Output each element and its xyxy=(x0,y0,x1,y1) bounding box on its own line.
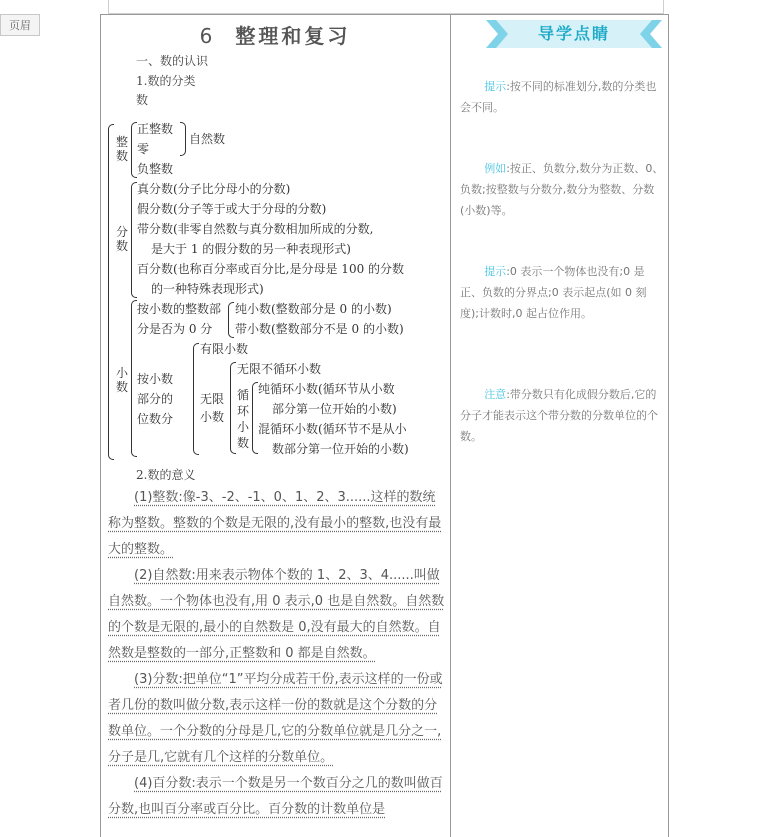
subsection-heading: 1.数的分类 xyxy=(136,74,196,88)
banner-title: 导学点睛 xyxy=(537,24,610,43)
digits-brace xyxy=(193,343,199,455)
integer-label: 整数 xyxy=(116,135,129,163)
mixed-repeating: 混循环小数(循环节不是从小 xyxy=(258,422,407,436)
int-part-brace xyxy=(228,302,234,338)
integer-item: 正整数 xyxy=(137,122,174,136)
page-guide xyxy=(108,0,664,14)
tip-text: :0 表示一个物体也没有;0 是正、负数的分界点;0 表示起点(如 0 刻度);计数时,0 起占位作用。 xyxy=(460,265,647,320)
decimal-criterion: 位数分 xyxy=(137,412,174,426)
root-brace xyxy=(108,124,114,460)
finite-decimal: 有限小数 xyxy=(200,342,249,356)
integer-paragraph: (1)整数:像-3、-2、-1、0、1、2、3......这样的数统称为整数。整数的个数是无限的,没有最小的整数,也没有最大的整数。 xyxy=(108,490,442,557)
fraction-item: 带分数(非零自然数与真分数相加所成的分数, xyxy=(137,222,374,236)
column-divider xyxy=(450,14,451,837)
fraction-item: 假分数(分子等于或大于分母的分数) xyxy=(137,202,327,216)
mixed-repeating: 数部分第一位开始的小数) xyxy=(272,442,409,456)
tip-block xyxy=(460,384,664,447)
infinite-brace xyxy=(230,362,236,454)
decimal-criterion: 按小数 xyxy=(137,372,174,386)
tip-label: 例如 xyxy=(484,162,507,175)
natural-number-paragraph: (2)自然数:用来表示物体个数的 1、2、3、4......叫做自然数。一个物体也没有,用 0 表示,0 也是自然数。自然数的个数是无限的,最小的自然数是 0,没有最大的自然数。自然数是整数的一部分,正整数和 0 都是自然数。 xyxy=(108,568,445,661)
decimal-criterion: 分是否为 0 分 xyxy=(137,322,213,336)
fraction-item: 是大于 1 的假分数的另一种表现形式) xyxy=(151,242,351,256)
subsection-heading: 2.数的意义 xyxy=(136,468,196,482)
tip-label: 提示 xyxy=(484,265,507,278)
tip-block xyxy=(460,158,664,221)
natural-number-label: 自然数 xyxy=(189,132,226,146)
decimal-label: 小数 xyxy=(116,366,129,394)
percent-paragraph: (4)百分数:表示一个数是另一个数百分之几的数叫做百分数,也叫百分率或百分比。百分数的计数单位是 xyxy=(108,776,443,817)
section-heading: 一、数的认识 xyxy=(136,54,209,68)
fraction-paragraph: (3)分数:把单位“1”平均分成若干份,表示这样的一份或者几份的数叫做分数,表示这样一份的数就是这个分数的分数单位。一个分数的分母是几,它的分数单位就是几分之一,分子是几,它就有几个这样的分数单位。 xyxy=(108,672,443,765)
integer-item: 零 xyxy=(137,142,150,156)
fraction-item: 百分数(也称百分率或百分比,是分母是 100 的分数 xyxy=(137,262,405,276)
tip-label: 提示 xyxy=(484,80,507,93)
mixed-decimal: 带小数(整数部分不是 0 的小数) xyxy=(235,322,404,336)
header-tag[interactable]: 页眉 xyxy=(0,14,40,36)
meaning-paragraphs xyxy=(108,485,446,823)
fraction-item: 的一种特殊表现形式) xyxy=(151,282,264,296)
decimal-criterion: 按小数的整数部 xyxy=(137,302,222,316)
pure-repeating: 纯循环小数(循环节从小数 xyxy=(258,382,395,396)
fraction-brace xyxy=(131,182,137,298)
guide-banner xyxy=(486,20,662,48)
tip-block xyxy=(460,261,664,324)
tip-text: :按正、负数分,数分为正数、0、负数;按整数与分数分,数分为整数、分数(小数)等。 xyxy=(460,162,664,217)
decimal-criterion: 部分的 xyxy=(137,392,174,406)
tip-text: :带分数只有化成假分数后,它的分子才能表示这个带分数的分数单位的个数。 xyxy=(460,388,658,443)
infinite-decimal-label: 小数 xyxy=(200,410,225,424)
chapter-title xyxy=(100,20,450,49)
tip-block xyxy=(460,76,664,118)
infinite-decimal-label: 无限 xyxy=(200,392,225,406)
chapter-number: 6 xyxy=(199,24,214,48)
pure-repeating: 部分第一位开始的小数) xyxy=(272,402,397,416)
tip-label: 注意 xyxy=(484,388,507,401)
fraction-label: 分数 xyxy=(116,225,129,253)
fraction-item: 真分数(分子比分母小的分数) xyxy=(137,182,291,196)
non-repeating-decimal: 无限不循环小数 xyxy=(237,362,322,376)
repeating-label: 小 xyxy=(237,420,250,434)
repeating-label: 循 xyxy=(237,388,250,402)
repeating-label: 数 xyxy=(237,436,250,450)
repeating-label: 环 xyxy=(237,404,250,418)
tree-root: 数 xyxy=(136,93,149,107)
tip-text: :按不同的标准划分,数的分类也会不同。 xyxy=(460,80,657,114)
natural-brace xyxy=(180,122,186,156)
pure-decimal: 纯小数(整数部分是 0 的小数) xyxy=(235,302,392,316)
chapter-title-text: 整理和复习 xyxy=(235,24,351,48)
integer-item: 负整数 xyxy=(137,162,174,176)
